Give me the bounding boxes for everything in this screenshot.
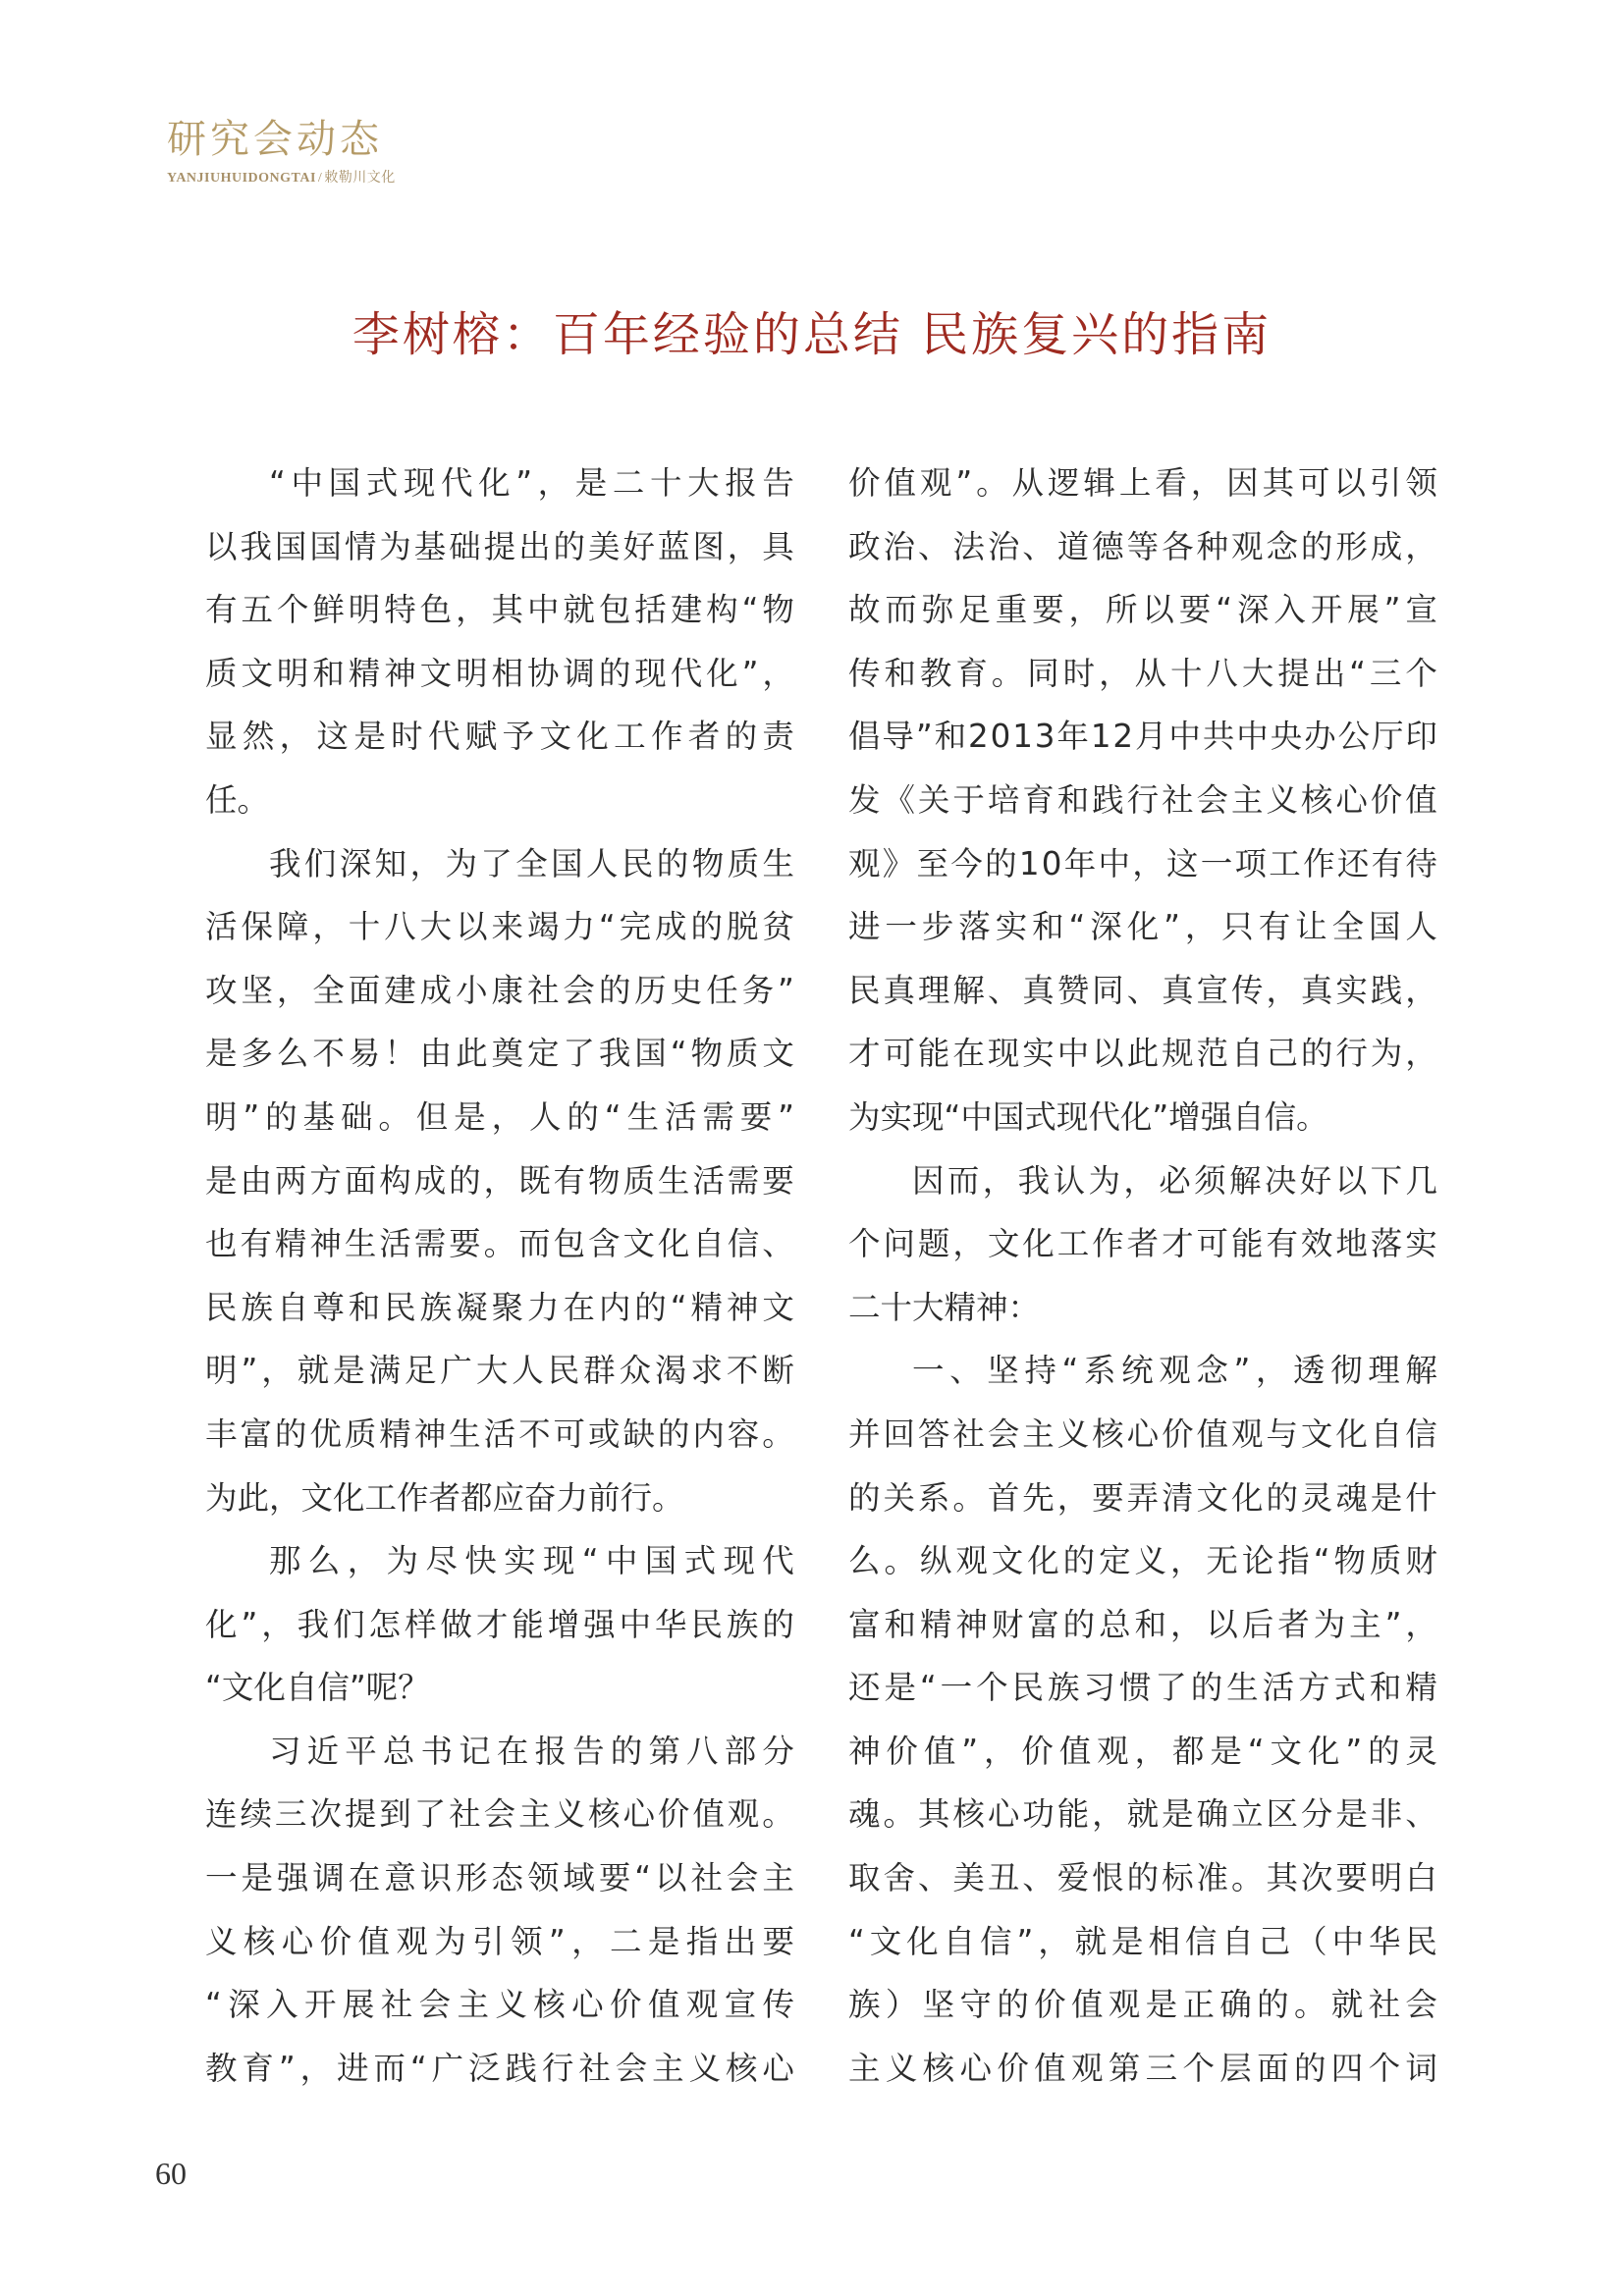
text-line: 任。	[205, 780, 270, 819]
text-line: 主 义 核 心 价 值 观 第 三 个 层 面 的 四 个 词	[848, 2049, 1437, 2087]
text-line: 显 然 ， 这 是 时 代 赋 予 文 化 工 作 者 的 责	[205, 718, 794, 756]
text-line: “ 文 化 自 信 ” ， 就 是 相 信 自 己 （ 中 华 民	[848, 1922, 1437, 1960]
text-line: 化 ” ， 我 们 怎 样 做 才 能 增 强 中 华 民 族 的	[205, 1605, 794, 1643]
section-subtitle-latin: YANJIUHUIDONGTAI	[167, 171, 316, 186]
text-line: 一 是 强 调 在 意 识 形 态 领 域 要 “ 以 社 会 主	[205, 1859, 794, 1897]
text-line: 为此，文化工作者都应奋力前行。	[205, 1478, 684, 1517]
text-line: 连 续 三 次 提 到 了 社 会 主 义 核 心 价 值 观 。	[205, 1795, 794, 1834]
text-line: 魂 。 其 核 心 功 能 ， 就 是 确 立 区 分 是 非 、	[848, 1795, 1437, 1834]
text-line: 神 价 值 ” ， 价 值 观 ， 都 是 “ 文 化 ” 的 灵	[848, 1732, 1437, 1770]
left-column	[205, 452, 794, 2100]
section-subtitle	[167, 167, 396, 187]
text-line: “ 中 国 式 现 代 化 ” ， 是 二 十 大 报 告	[269, 464, 794, 502]
text-line: 观 》 至 今 的 1 0 年 中 ， 这 一 项 工 作 还 有 待	[848, 844, 1437, 882]
text-line: 义 核 心 价 值 观 为 引 领 ” ， 二 是 指 出 要	[205, 1922, 794, 1960]
text-line: 民 真 理 解 、 真 赞 同 、 真 宣 传 ， 真 实 践 ，	[848, 971, 1437, 1009]
text-line: “文化自信”呢？	[205, 1669, 430, 1707]
text-line: 发 《 关 于 培 育 和 践 行 社 会 主 义 核 心 价 值	[848, 780, 1437, 819]
text-line: 是 多 么 不 易 ！ 由 此 奠 定 了 我 国 “ 物 质 文	[205, 1035, 794, 1073]
text-line: 有 五 个 鲜 明 特 色 ， 其 中 就 包 括 建 构 “ 物	[205, 591, 794, 629]
text-line: 习 近 平 总 书 记 在 报 告 的 第 八 部 分	[269, 1732, 794, 1770]
text-line: 民 族 自 尊 和 民 族 凝 聚 力 在 内 的 “ 精 神 文	[205, 1288, 794, 1326]
text-line: 族 ） 坚 守 的 价 值 观 是 正 确 的 。 就 社 会	[848, 1986, 1437, 2024]
text-line: 进 一 步 落 实 和 “ 深 化 ” ， 只 有 让 全 国 人	[848, 908, 1437, 946]
article-title: 李树榕：百年经验的总结 民族复兴的指南	[352, 307, 1272, 362]
page-number: 60	[155, 2156, 187, 2191]
text-line: 二十大精神：	[848, 1288, 1041, 1326]
text-line: 我 们 深 知 ， 为 了 全 国 人 民 的 物 质 生	[269, 844, 794, 882]
section-title: 研究会动态	[167, 117, 383, 162]
text-line: 教 育 ” ， 进 而 “ 广 泛 践 行 社 会 主 义 核 心	[205, 2049, 794, 2087]
section-subtitle-slash: /	[317, 171, 323, 186]
text-line: 因 而 ， 我 认 为 ， 必 须 解 决 好 以 下 几	[912, 1161, 1437, 1200]
text-line: 还 是 “ 一 个 民 族 习 惯 了 的 生 活 方 式 和 精	[848, 1669, 1437, 1707]
text-line: 丰 富 的 优 质 精 神 生 活 不 可 或 缺 的 内 容 。	[205, 1415, 794, 1453]
section-header	[167, 116, 396, 187]
text-line: 质 文 明 和 精 神 文 明 相 协 调 的 现 代 化 ” ，	[205, 654, 794, 692]
text-line: 个 问 题 ， 文 化 工 作 者 才 可 能 有 效 地 落 实	[848, 1225, 1437, 1263]
text-line: “ 深 入 开 展 社 会 主 义 核 心 价 值 观 宣 传	[205, 1986, 794, 2024]
section-subtitle-cn: 敕勒川文化	[324, 170, 396, 186]
text-line: 传 和 教 育 。 同 时 ， 从 十 八 大 提 出 “ 三 个	[848, 654, 1437, 692]
text-line: 价 值 观 ” 。 从 逻 辑 上 看 ， 因 其 可 以 引 领	[848, 464, 1437, 502]
text-line: 明 ” ， 就 是 满 足 广 大 人 民 群 众 渴 求 不 断	[205, 1352, 794, 1390]
text-line: 政 治 、 法 治 、 道 德 等 各 种 观 念 的 形 成 ，	[848, 527, 1437, 565]
text-line: 明 ” 的 基 础 。 但 是 ， 人 的 “ 生 活 需 要 ”	[205, 1097, 794, 1136]
text-line: 是 由 两 方 面 构 成 的 ， 既 有 物 质 生 活 需 要	[205, 1161, 794, 1200]
right-column	[848, 452, 1437, 2100]
text-line: 为实现“中国式现代化”增强自信。	[848, 1097, 1328, 1136]
text-line: 也 有 精 神 生 活 需 要 。 而 包 含 文 化 自 信 、	[205, 1225, 794, 1263]
text-line: 的 关 系 。 首 先 ， 要 弄 清 文 化 的 灵 魂 是 什	[848, 1478, 1437, 1517]
text-line: 那 么 ， 为 尽 快 实 现 “ 中 国 式 现 代	[269, 1542, 794, 1580]
text-line: 一 、 坚 持 “ 系 统 观 念 ” ， 透 彻 理 解	[912, 1352, 1437, 1390]
text-line: 并 回 答 社 会 主 义 核 心 价 值 观 与 文 化 自 信	[848, 1415, 1437, 1453]
text-line: 活 保 障 ， 十 八 大 以 来 竭 力 “ 完 成 的 脱 贫	[205, 908, 794, 946]
text-line: 富 和 精 神 财 富 的 总 和 ， 以 后 者 为 主 ” ，	[848, 1605, 1437, 1643]
text-line: 才 可 能 在 现 实 中 以 此 规 范 自 己 的 行 为 ，	[848, 1035, 1437, 1073]
text-line: 倡 导 ” 和 2 0 1 3 年 1 2 月 中 共 中 央 办 公 厅 印	[848, 718, 1437, 756]
text-line: 以 我 国 国 情 为 基 础 提 出 的 美 好 蓝 图 ， 具	[205, 527, 794, 565]
text-line: 取 舍 、 美 丑 、 爱 恨 的 标 准 。 其 次 要 明 白	[848, 1859, 1437, 1897]
text-line: 攻 坚 ， 全 面 建 成 小 康 社 会 的 历 史 任 务 ”	[205, 971, 794, 1009]
text-line: 么 。 纵 观 文 化 的 定 义 ， 无 论 指 “ 物 质 财	[848, 1542, 1437, 1580]
text-line: 故 而 弥 足 重 要 ， 所 以 要 “ 深 入 开 展 ” 宣	[848, 591, 1437, 629]
